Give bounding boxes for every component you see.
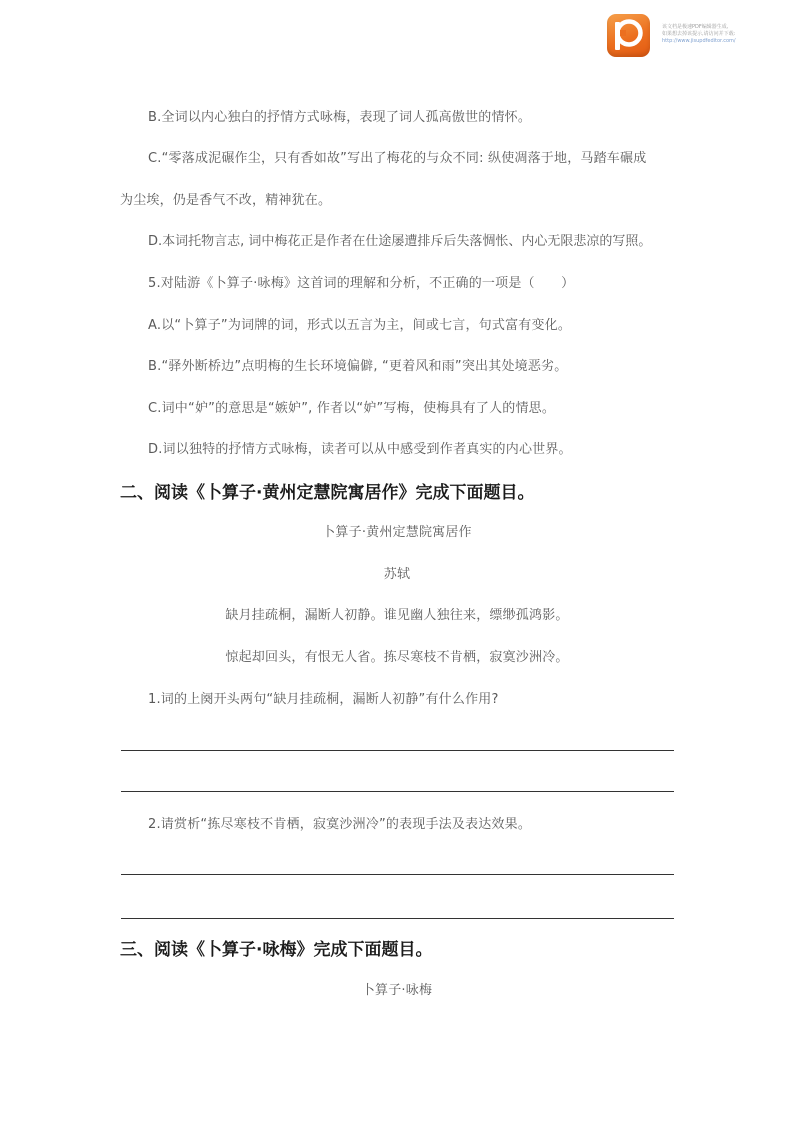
section-2-poem-line-1: 缺月挂疏桐，漏断人初静。谁见幽人独往来，缥缈孤鸿影。: [225, 608, 569, 623]
pdf-editor-logo-icon: [607, 14, 650, 57]
q4-option-c-line-2: 为尘埃，仍是香气不改，精神犹在。: [120, 193, 332, 208]
q4-option-b: B.全词以内心独白的抒情方式咏梅，表现了词人孤高傲世的情怀。: [148, 110, 532, 125]
answer-line: [121, 918, 674, 919]
q4-option-d: D.本词托物言志, 词中梅花正是作者在仕途屡遭排斥后失落惆怅、内心无限悲凉的写照。: [148, 234, 652, 249]
watermark-url: http://www.jisupdfeditor.com/: [662, 38, 736, 44]
watermark-line-2: 如果想去掉该提示,请访问并下载:: [662, 31, 736, 37]
watermark-text: [662, 24, 772, 45]
q5-option-a: A.以“卜算子”为词牌的词，形式以五言为主，间或七言，句式富有变化。: [148, 318, 572, 333]
q5-option-d: D.词以独特的抒情方式咏梅，读者可以从中感受到作者真实的内心世界。: [148, 442, 572, 457]
section-2-question-1: 1.词的上阕开头两句“缺月挂疏桐，漏断人初静”有什么作用?: [148, 692, 499, 707]
answer-line: [121, 874, 674, 875]
section-2-poem-author: 苏轼: [383, 567, 411, 582]
section-2-heading: 二、阅读《卜算子·黄州定慧院寓居作》完成下面题目。: [120, 483, 535, 503]
q5-option-c: C.词中“妒”的意思是“嫉妒”, 作者以“妒”写梅，使梅具有了人的情思。: [148, 401, 556, 416]
section-3-poem-title: 卜算子·咏梅: [361, 983, 433, 998]
section-2-poem-line-2: 惊起却回头，有恨无人省。拣尽寒枝不肯栖，寂寞沙洲冷。: [225, 650, 569, 665]
logo-glyph-icon: [607, 14, 650, 57]
q5-option-b: B.“驿外断桥边”点明梅的生长环境偏僻, “更着风和雨”突出其处境恶劣。: [148, 359, 568, 374]
section-2-question-2: 2.请赏析“拣尽寒枝不肯栖，寂寞沙洲冷”的表现手法及表达效果。: [148, 817, 532, 832]
section-2-poem-title: 卜算子·黄州定慧院寓居作: [322, 525, 472, 540]
q5-stem: 5.对陆游《卜算子·咏梅》这首词的理解和分析，不正确的一项是（ ）: [148, 276, 575, 291]
section-3-heading: 三、阅读《卜算子·咏梅》完成下面题目。: [120, 940, 433, 960]
q4-option-c-line-1: C.“零落成泥碾作尘，只有香如故”写出了梅花的与众不同: 纵使凋落于地，马踏车碾成: [148, 151, 647, 166]
answer-line: [121, 750, 674, 751]
answer-line: [121, 791, 674, 792]
watermark-line-1: 该文档是极速PDF编辑器生成,: [662, 24, 729, 30]
